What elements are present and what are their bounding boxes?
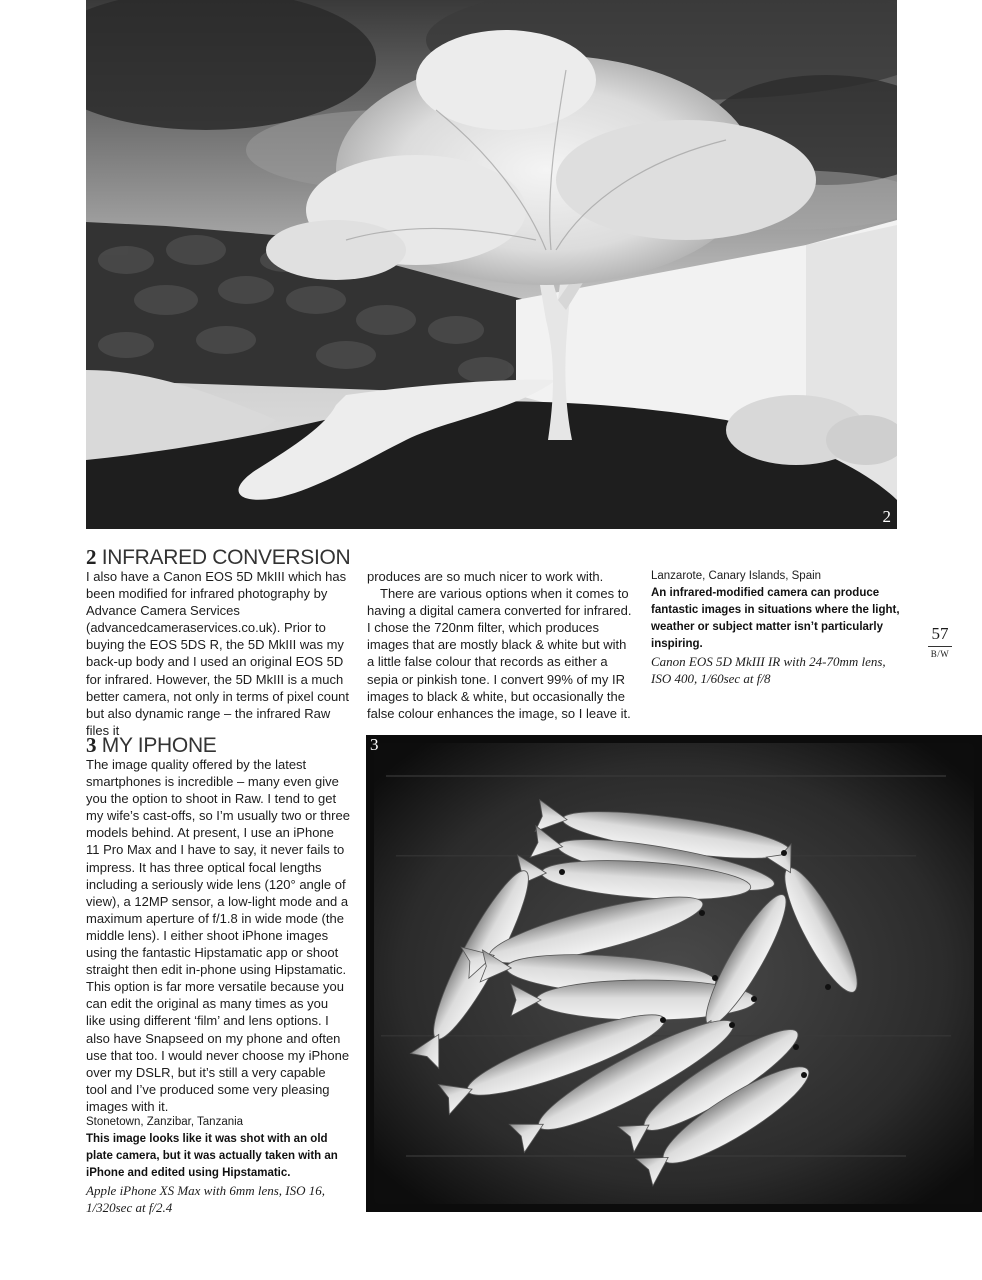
- section-3-body-text: The image quality offered by the latest smartphones is incredible – many even give you the option to shoot in Raw. I tend to get my wife’s cast-offs, so I’m usually two or three models behind. At present, I use an iPhone 11 Pro Max and I have to say, it never fails to impress. It has three optical focal lengths including a seriously wide lens (120° angle of view), a 12MP sensor, a low-light mode and a maximum aperture of f/1.8 in wide mode (the middle lens). I either shoot iPhone images using the fantastic Hipstamatic app or shoot straight then edit in-phone using Hipstamatic. This option is far more versatile because you can edit the original as many times as you like using different ‘film’ and lens options. I also have Snapseed on my phone and often use that too. I would never choose my iPhone over my DSLR, but it’s still a very capable tool and I’ve produced some very pleasing images with it.: [86, 757, 350, 1114]
- infrared-tree-image: [86, 0, 897, 529]
- folio-rule: [928, 646, 952, 647]
- section-3-number: 3: [86, 733, 97, 757]
- caption-2: [651, 568, 903, 687]
- section-2-col1-text: I also have a Canon EOS 5D MkIII which has been modified for infrared photography by Advance Camera Services (advancedcameraservices.co.uk). Prior to buying the EOS 5DS R, the 5D MkIII was my back-up body and I used an original EOS 5D for infrared. However, the 5D MkIII is a much better camera, not only in terms of pixel count but also dynamic range – the infrared Raw files it: [86, 569, 350, 738]
- page-number: 57: [931, 624, 949, 643]
- photo-2-number: 2: [882, 507, 891, 526]
- photo-3-fish: [366, 735, 982, 1212]
- photo-2-infrared-tree: [86, 0, 897, 529]
- magazine-mark: B/W: [930, 649, 950, 659]
- caption-3-description: This image looks like it was shot with an old plate camera, but it was actually taken with an iPhone and edited using Hipstamatic.: [86, 1133, 338, 1179]
- caption-2-location: Lanzarote, Canary Islands, Spain: [651, 570, 822, 582]
- section-3-title: MY IPHONE: [101, 734, 217, 757]
- section-2-column-2: [367, 568, 633, 722]
- caption-3-location: Stonetown, Zanzibar, Tanzania: [86, 1116, 244, 1128]
- photo-3-number: 3: [370, 735, 379, 754]
- section-2-number: 2: [86, 545, 97, 569]
- caption-3-tech: Apple iPhone XS Max with 6mm lens, ISO 16, 1/320sec at f/2.4: [86, 1183, 326, 1215]
- section-2-col2-para2: There are various options when it comes to having a digital camera converted for infrared. I chose the 720nm filter, which produces images that are mostly black & white but with a little false colour that records as either a sepia or pinkish tone. I convert 99% of my IR images to black & white, but occasionally the false colour enhances the image, so I leave it.: [367, 586, 632, 721]
- section-3-heading: [86, 733, 217, 758]
- section-2-col2-para1: produces are so much nicer to work with.: [367, 569, 604, 584]
- section-2-title: INFRARED CONVERSION: [101, 546, 351, 569]
- page-folio: [928, 624, 952, 659]
- section-3-column: [86, 756, 350, 1115]
- caption-2-description: An infrared-modified camera can produce fantastic images in situations where the light, weather or subject matter isn’t particularly inspiring.: [651, 587, 900, 650]
- caption-3: [86, 1114, 350, 1216]
- section-2-heading: [86, 545, 350, 570]
- caption-2-tech: Canon EOS 5D MkIII IR with 24-70mm lens, ISO 400, 1/60sec at f/8: [651, 654, 886, 686]
- fish-plate-image: [366, 735, 982, 1212]
- section-2-column-1: [86, 568, 352, 739]
